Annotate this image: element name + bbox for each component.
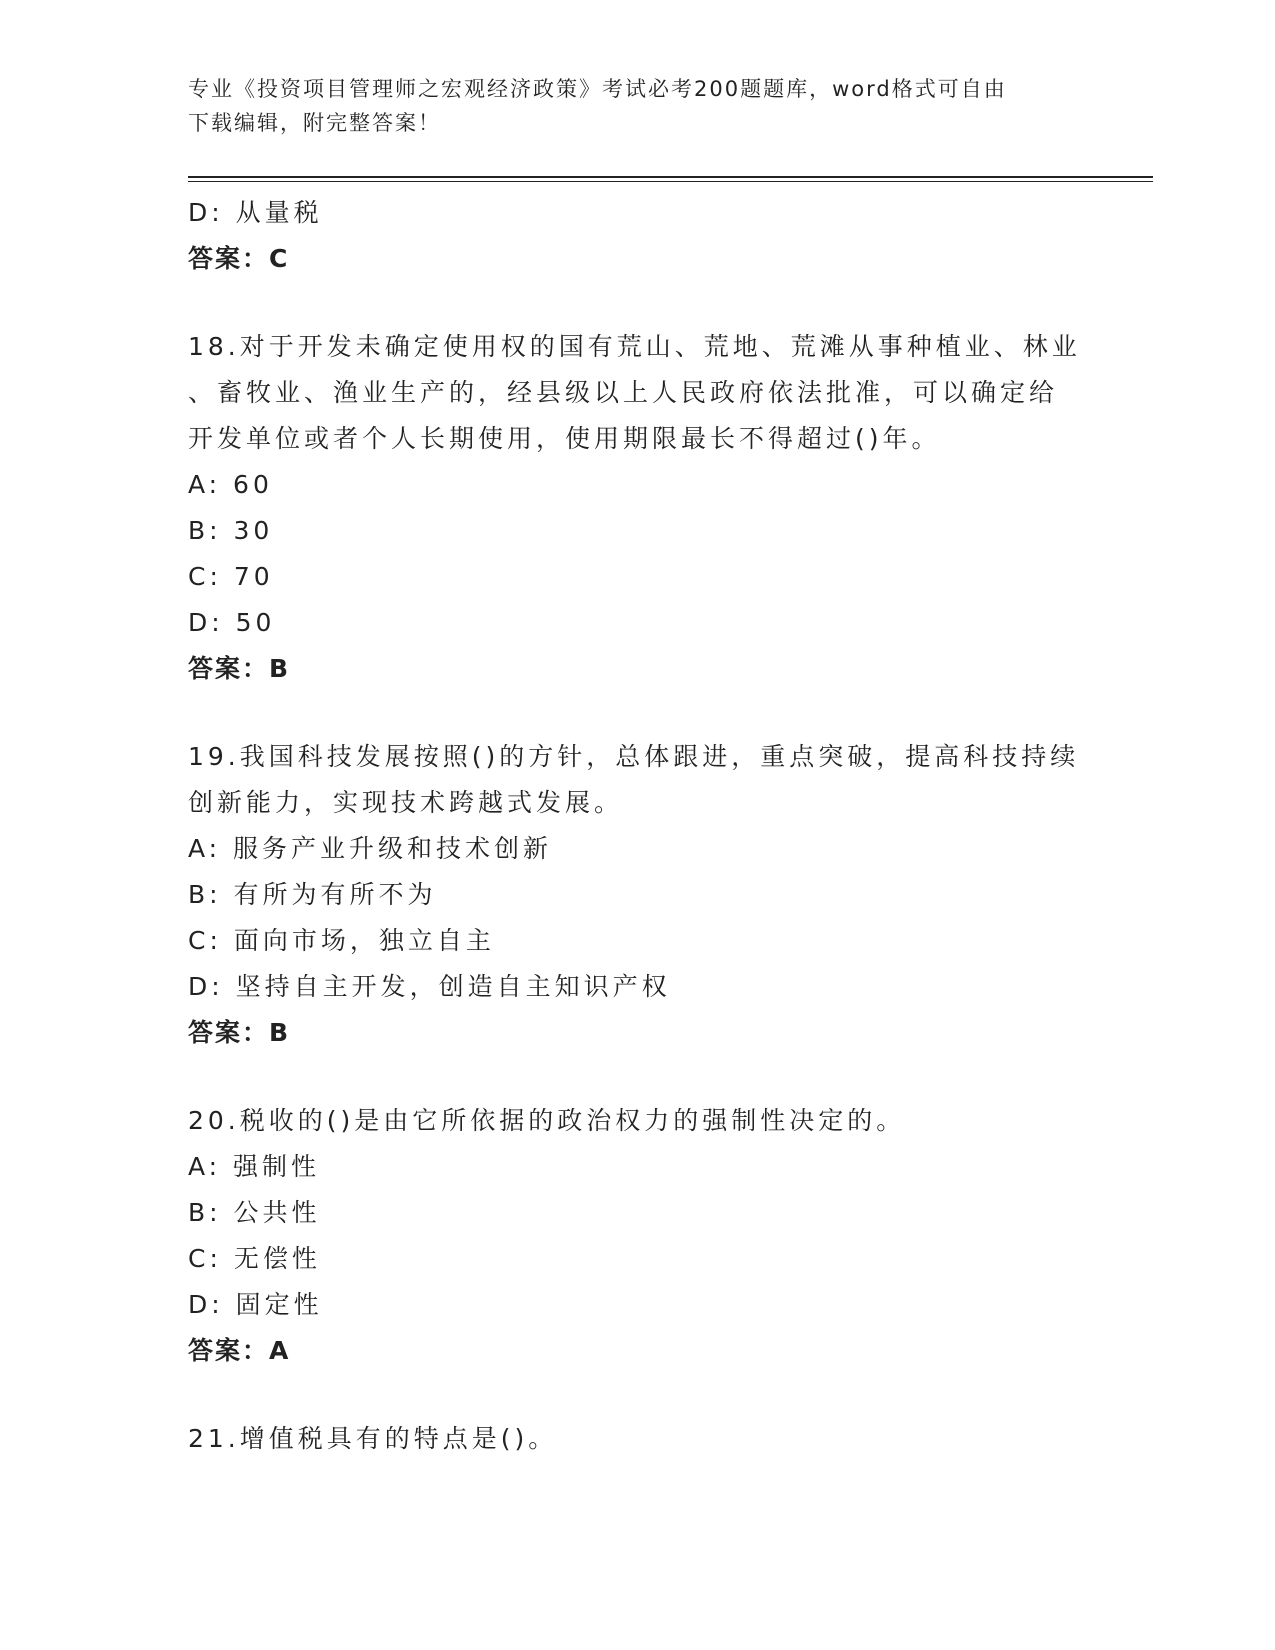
answer: 答案：B <box>188 1018 291 1047</box>
question-stem-line: 、畜牧业、渔业生产的，经县级以上人民政府依法批准，可以确定给 <box>188 378 1059 407</box>
option-c: C: 面向市场，独立自主 <box>188 926 495 955</box>
question-21 <box>188 1416 1088 1462</box>
question-20 <box>188 1098 1088 1374</box>
option-b: B: 有所为有所不为 <box>188 880 437 909</box>
document-header <box>188 72 1088 140</box>
question-19 <box>188 734 1088 1056</box>
spacer <box>188 1056 1088 1098</box>
option-d: D: 坚持自主开发，创造自主知识产权 <box>188 972 671 1001</box>
question-stem-line: 18.对于开发未确定使用权的国有荒山、荒地、荒滩从事种植业、林业 <box>188 332 1081 361</box>
option-a: A: 60 <box>188 470 273 499</box>
question-stem-line: 创新能力，实现技术跨越式发展。 <box>188 788 624 817</box>
option-c: C: 70 <box>188 562 274 591</box>
question-17-option-d: D: 从量税 <box>188 198 323 227</box>
question-18 <box>188 324 1088 692</box>
header-divider-thin <box>188 181 1153 182</box>
option-b: B: 30 <box>188 516 274 545</box>
question-stem-line: 21.增值税具有的特点是()。 <box>188 1424 558 1453</box>
spacer <box>188 692 1088 734</box>
option-c: C: 无偿性 <box>188 1244 321 1273</box>
question-17-answer: 答案：C <box>188 244 290 273</box>
answer: 答案：B <box>188 654 291 683</box>
question-stem-line: 19.我国科技发展按照()的方针，总体跟进，重点突破，提高科技持续 <box>188 742 1080 771</box>
option-a: A: 服务产业升级和技术创新 <box>188 834 553 863</box>
option-b: B: 公共性 <box>188 1198 321 1227</box>
header-line-1: 专业《投资项目管理师之宏观经济政策》考试必考200题题库，word格式可自由 <box>188 77 1007 101</box>
header-divider-thick <box>188 176 1153 178</box>
question-stem-line: 20.税收的()是由它所依据的政治权力的强制性决定的。 <box>188 1106 906 1135</box>
spacer <box>188 282 1088 324</box>
document-body <box>188 190 1088 1462</box>
spacer <box>188 1374 1088 1416</box>
question-stem-line: 开发单位或者个人长期使用，使用期限最长不得超过()年。 <box>188 424 941 453</box>
option-a: A: 强制性 <box>188 1152 321 1181</box>
header-line-2: 下载编辑，附完整答案！ <box>188 111 441 135</box>
answer: 答案：A <box>188 1336 291 1365</box>
option-d: D: 50 <box>188 608 276 637</box>
option-d: D: 固定性 <box>188 1290 323 1319</box>
